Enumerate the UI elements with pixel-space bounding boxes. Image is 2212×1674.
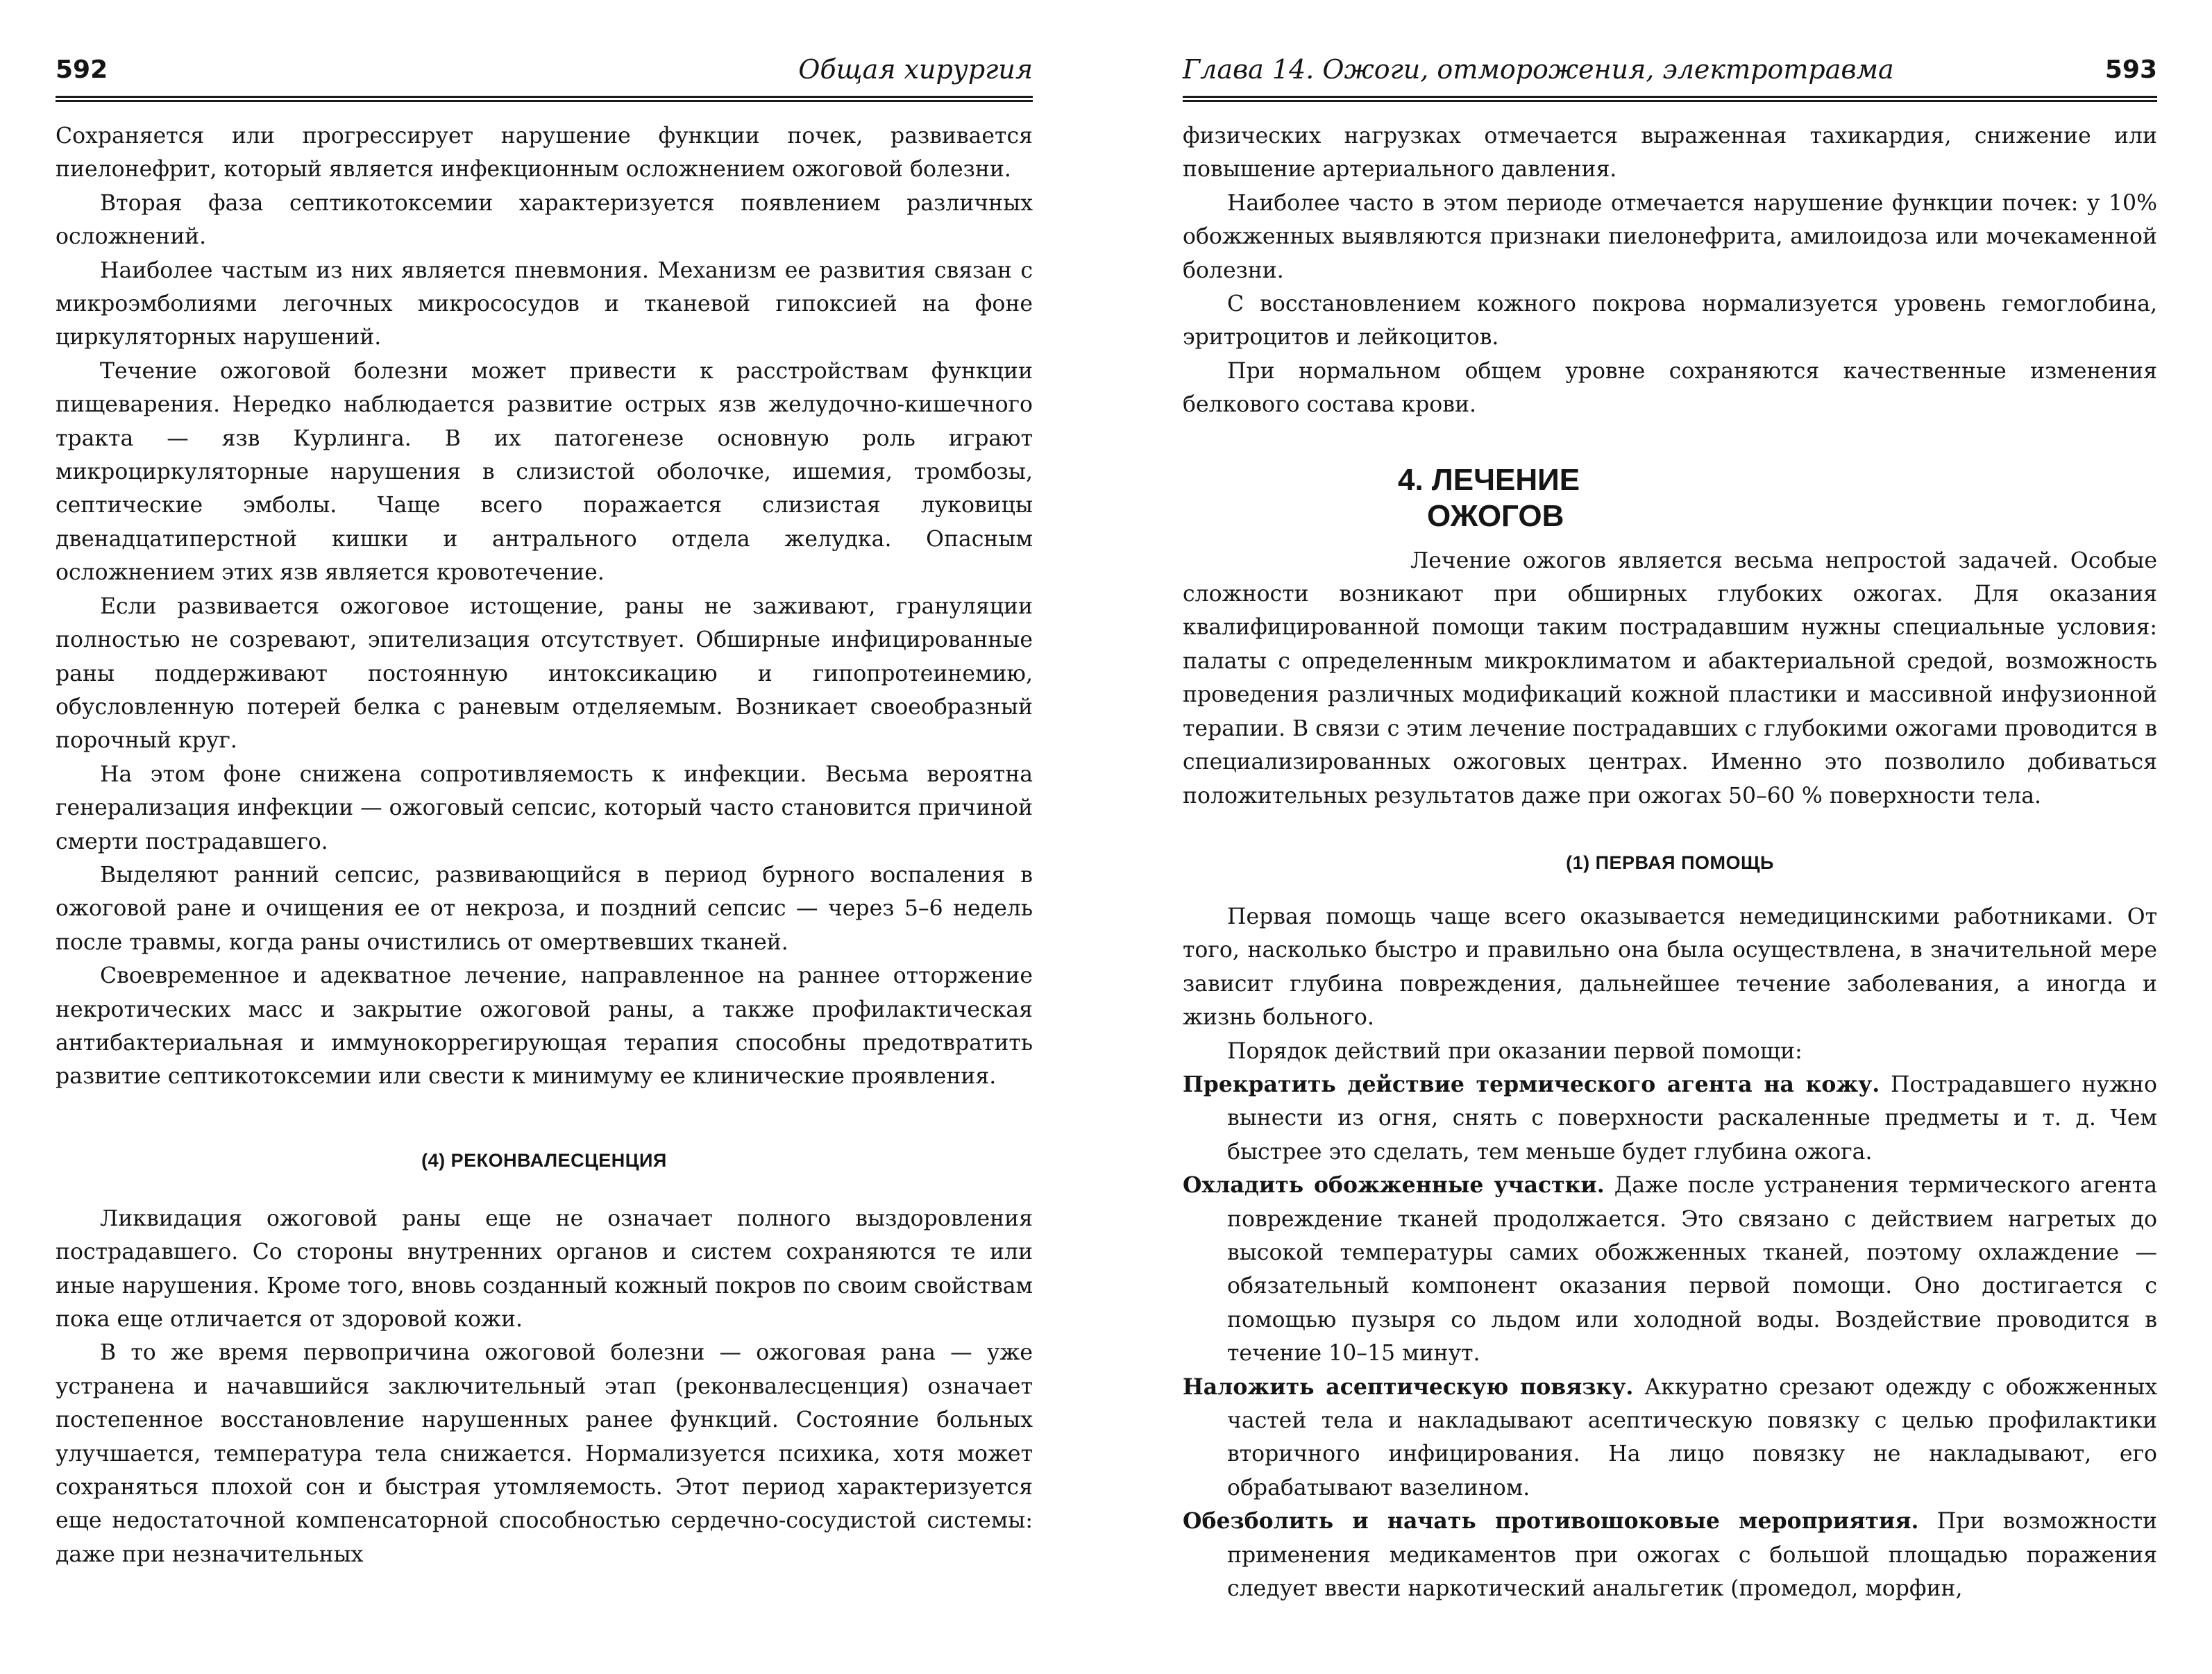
paragraph: физических нагрузках отмечается выраженная тахикардия, снижение или повышение артериального давления. bbox=[1183, 124, 2157, 183]
first-aid-step bbox=[1183, 1505, 2157, 1605]
running-title: Глава 14. Ожоги, отморожения, электротравма bbox=[1183, 54, 1894, 85]
step-title: Охладить обожженные участки. bbox=[1183, 1172, 1605, 1199]
section-heading-line: 4. ЛЕЧЕНИЕ bbox=[1398, 462, 1580, 497]
subheading: (4) РЕКОНВАЛЕСЦЕНЦИЯ bbox=[421, 1149, 667, 1171]
page-header bbox=[1183, 54, 2157, 102]
section-heading-line: ОЖОГОВ bbox=[1427, 498, 1564, 533]
first-aid-step bbox=[1183, 1371, 2157, 1505]
paragraph: Выделяют ранний сепсис, развивающийся в период бурного воспаления в ожоговой ране и очищения ее от некроза, и поздний сепсис — через 5–6 недель после травмы, когда раны очистились от омертвевших тканей. bbox=[56, 862, 1033, 955]
paragraph: С восстановлением кожного покрова нормализуется уровень гемоглобина, эритроцитов и лейкоцитов. bbox=[1183, 291, 2157, 350]
paragraph: Течение ожоговой болезни может привести к расстройствам функции пищеварения. Нередко наблюдается развитие острых язв желудочно-кишечного тракта — язв Курлинга. В их патогенезе основную роль играют микроциркуляторные нарушения в слизистой оболочке, ишемия, тромбозы, септические эмболы. Чаще всего поражается слизистая луковицы двенадцатиперстной кишки и антрального отдела желудка. Опасным осложнением этих язв является кровотечение. bbox=[56, 358, 1033, 586]
section-heading bbox=[1183, 462, 2157, 534]
step-text: Даже после устранения термического агента повреждение тканей продолжается. Это связано с действием нагретых до высокой температуры самих обожженных тканей, поэтому охлаждение — обязательный компонент оказания первой помощи. Оно достигается с помощью пузыря со льдом или холодной воды. Воздействие проводится в течение 10–15 минут. bbox=[1227, 1173, 2157, 1367]
paragraph: Если развивается ожоговое истощение, раны не заживают, грануляции полностью не созревают, эпителизация отсутствует. Обширные инфицированные раны поддерживают постоянную интоксикацию и гипопротеинемию, обусловленную потерей белка с раневым отделяемым. Возникает своеобразный порочный круг. bbox=[56, 593, 1033, 754]
paragraph: Вторая фаза септикотоксемии характеризуется появлением различных осложнений. bbox=[56, 190, 1033, 250]
paragraph: Наиболее часто в этом периоде отмечается нарушение функции почек: у 10% обожженных выявляются признаки пиелонефрита, амилоидоза или мочекаменной болезни. bbox=[1183, 190, 2157, 283]
paragraph: Сохраняется или прогрессирует нарушение функции почек, развивается пиелонефрит, который является инфекционным осложнением ожоговой болезни. bbox=[56, 124, 1033, 183]
step-title: Обезболить и начать противошоковые мероприятия. bbox=[1183, 1508, 1919, 1534]
paragraph: При нормальном общем уровне сохраняются качественные изменения белкового состава крови. bbox=[1183, 358, 2157, 418]
page-number: 592 bbox=[56, 56, 108, 84]
page-body bbox=[1183, 119, 2157, 1605]
paragraph: Порядок действий при оказании первой помощи: bbox=[1227, 1038, 1802, 1064]
right-page bbox=[1147, 0, 2212, 1674]
section-intro: Лечение ожогов является весьма непростой задачей. Особые сложности возникают при обширных глубоких ожогах. Для оказания квалифицированной помощи таким пострадавшим нужны специальные условия: палаты с определенным микроклиматом и абактериальной средой, возможность проведения различных модификаций кожной пластики и массивной инфузионной терапии. В связи с этим лечение пострадавших с глубокими ожогами проводится в специализированных ожоговых центрах. Именно это позволило добиваться положительных результатов даже при ожогах 50–60 % поверхности тела. bbox=[1183, 548, 2157, 809]
paragraph: Наиболее частым из них является пневмония. Механизм ее развития связан с микроэмболиями легочных микрососудов и тканевой гипоксией на фоне циркуляторных нарушений. bbox=[56, 257, 1033, 350]
left-page bbox=[0, 0, 1065, 1674]
paragraph: Своевременное и адекватное лечение, направленное на раннее отторжение некротических масс и закрытие ожоговой раны, а также профилактическая антибактериальная и иммунокоррегирующая терапия способны предотвратить развитие септикотоксемии или свести к минимуму ее клинические проявления. bbox=[56, 963, 1033, 1090]
page-header bbox=[56, 54, 1033, 102]
paragraph: Ликвидация ожоговой раны еще не означает полного выздоровления пострадавшего. Со стороны внутренних органов и систем сохраняются те или иные нарушения. Кроме того, вновь созданный кожный покров по своим свойствам пока еще отличается от здоровой кожи. bbox=[56, 1206, 1033, 1332]
step-text: При возможности применения медикаментов при ожогах с большой площадью поражения следует ввести наркотический анальгетик (промедол, морфин, bbox=[1227, 1509, 2157, 1602]
paragraph: На этом фоне снижена сопротивляемость к инфекции. Весьма вероятна генерализация инфекции — ожоговый сепсис, который часто становится причиной смерти пострадавшего. bbox=[56, 761, 1033, 854]
step-title: Наложить асептическую повязку. bbox=[1183, 1373, 1634, 1400]
step-text: Аккуратно срезают одежду с обожженных частей тела и накладывают асептическую повязку с целью профилактики вторичного инфицирования. На лицо повязку не накладывают, его обрабатывают вазелином. bbox=[1227, 1374, 2157, 1500]
step-title: Прекратить действие термического агента на кожу. bbox=[1183, 1071, 1880, 1097]
subheading: (1) ПЕРВАЯ ПОМОЩЬ bbox=[1566, 852, 1774, 873]
step-text: Пострадавшего нужно вынести из огня, снять с поверхности раскаленные предметы и т. д. Чем быстрее это сделать, тем меньше будет глубина ожога. bbox=[1227, 1072, 2158, 1165]
first-aid-step bbox=[1183, 1068, 2157, 1169]
paragraph: Первая помощь чаще всего оказывается немедицинскими работниками. От того, насколько быстро и правильно она была осуществлена, в значительной мере зависит глубина повреждения, дальнейшее течение заболевания, а иногда и жизнь больного. bbox=[1183, 904, 2157, 1031]
first-aid-step bbox=[1183, 1169, 2157, 1370]
page-body bbox=[56, 119, 1033, 1571]
running-title: Общая хирургия bbox=[798, 54, 1033, 85]
page-number: 593 bbox=[2104, 56, 2157, 84]
paragraph: В то же время первопричина ожоговой болезни — ожоговая рана — уже устранена и начавшийся заключительный этап (реконвалесценция) означает постепенное восстановление нарушенных ранее функций. Состояние больных улучшается, температура тела снижается. Нормализуется психика, хотя может сохраняться плохой сон и быстрая утомляемость. Этот период характеризуется еще недостаточной компенсаторной способностью сердечно-сосудистой системы: даже при незначительных bbox=[56, 1340, 1033, 1567]
